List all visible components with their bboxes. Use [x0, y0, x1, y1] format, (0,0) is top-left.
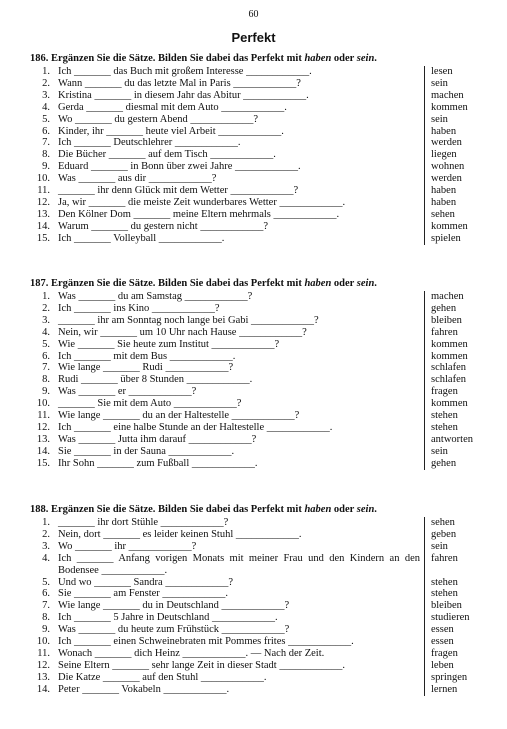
heading-sein: sein [356, 278, 375, 289]
sentence: Wann _______ du das letzte Mal in Paris ____________? [58, 78, 425, 90]
item-number: 10. [36, 398, 50, 410]
infinitive-verb: fragen [431, 647, 458, 659]
item-number: 3. [42, 540, 50, 552]
exercise-row [30, 291, 480, 303]
exercise-row [30, 197, 480, 209]
exercise-row [30, 137, 480, 149]
sentence: _______ ihr dort Stühle ____________? [58, 517, 425, 529]
infinitive-verb: kommen [431, 338, 468, 350]
sentence: Ich _______ Anfang vorigen Monats mit meiner Frau und den Kindern an den Bodensee ____________. [58, 553, 425, 577]
item-number: 14. [36, 683, 50, 695]
exercise-row [30, 149, 480, 161]
item-number: 2. [42, 77, 50, 89]
infinitive-verb: lernen [431, 683, 458, 695]
sentence: _______ ihr am Sonntag noch lange bei Gabi ____________? [58, 315, 425, 327]
item-number: 6. [42, 350, 50, 362]
infinitive-verb: bleiben [431, 600, 462, 612]
infinitive-verb: schlafen [431, 362, 466, 374]
item-number: 10. [36, 173, 50, 185]
heading-end: . [374, 504, 377, 515]
exercise-row [30, 577, 480, 589]
item-number: 5. [42, 576, 50, 588]
infinitive-verb: bleiben [431, 314, 462, 326]
heading-haben: haben [304, 504, 332, 515]
exercise-row [30, 362, 480, 374]
exercise-row [30, 624, 480, 636]
infinitive-verb: sein [431, 113, 448, 125]
infinitive-verb: sehen [431, 517, 455, 528]
sentence: Nein, dort _______ es leider keinen Stuhl ____________. [58, 529, 425, 541]
heading-end: . [374, 53, 377, 64]
infinitive-verb: springen [431, 671, 468, 683]
infinitive-verb: fahren [431, 552, 458, 564]
infinitive-verb: antworten [431, 433, 473, 445]
sentence: Nein, wir _______ um 10 Uhr nach Hause ____________? [58, 327, 425, 339]
exercise-row [30, 351, 480, 363]
sentence: Seine Eltern _______ sehr lange Zeit in dieser Stadt ____________. [58, 660, 425, 672]
sentence: Ich _______ mit dem Bus ____________. [58, 351, 425, 363]
item-number: 1. [42, 291, 50, 302]
heading-sein: sein [356, 53, 375, 64]
page-number: 60 [248, 9, 259, 20]
item-number: 11. [37, 410, 50, 422]
heading-text: 188. Ergänzen Sie die Sätze. Bilden Sie dabei das Perfekt mit [30, 504, 305, 515]
exercise-row [30, 185, 480, 197]
exercise-row [30, 102, 480, 114]
infinitive-verb: kommen [431, 350, 468, 362]
item-number: 1. [42, 66, 50, 77]
infinitive-verb: essen [431, 636, 454, 648]
infinitive-verb: stehen [431, 421, 458, 433]
exercise-188 [30, 503, 480, 696]
item-number: 7. [42, 600, 50, 612]
item-number: 8. [42, 612, 50, 624]
item-number: 13. [36, 208, 50, 220]
infinitive-verb: studieren [431, 612, 470, 624]
exercise-row [30, 303, 480, 315]
item-number: 7. [42, 137, 50, 149]
exercise-186 [30, 52, 480, 245]
sentence: _______ Sie mit dem Auto ____________? [58, 398, 425, 410]
item-number: 2. [42, 528, 50, 540]
exercise-row [30, 446, 480, 458]
item-number: 12. [36, 659, 50, 671]
infinitive-verb: fragen [431, 386, 458, 398]
exercise-row [30, 517, 480, 529]
sentence: Sie _______ in der Sauna ____________. [58, 446, 425, 458]
exercise-row [30, 66, 480, 78]
item-number: 6. [42, 588, 50, 600]
infinitive-verb: haben [431, 185, 457, 197]
item-number: 14. [36, 220, 50, 232]
infinitive-verb: gehen [431, 457, 457, 469]
exercise-row [30, 221, 480, 233]
item-number: 6. [42, 125, 50, 137]
sentence: Ich _______ Deutschlehrer ____________. [58, 137, 425, 149]
item-number: 9. [42, 161, 50, 173]
item-number: 10. [36, 636, 50, 648]
item-number: 5. [42, 338, 50, 350]
section-heading [30, 277, 480, 291]
exercise-row [30, 315, 480, 327]
infinitive-verb: werden [431, 173, 462, 185]
infinitive-verb: leben [431, 659, 454, 671]
infinitive-verb: kommen [431, 398, 468, 410]
exercise-row [30, 458, 480, 470]
heading-oder: oder [331, 278, 357, 289]
section-heading [30, 52, 480, 66]
item-number: 15. [36, 457, 50, 469]
item-number: 13. [36, 433, 50, 445]
sentence: Ja, wir _______ die meiste Zeit wunderbares Wetter ____________. [58, 197, 425, 209]
infinitive-verb: fahren [431, 326, 458, 338]
infinitive-verb: kommen [431, 220, 468, 232]
sentence: Was _______ aus dir ____________? [58, 173, 425, 185]
exercise-row [30, 90, 480, 102]
sentence: _______ ihr denn Glück mit dem Wetter ____________? [58, 185, 425, 197]
sentence: Warum _______ du gestern nicht ____________? [58, 221, 425, 233]
sentence: Wie _______ Sie heute zum Institut ____________? [58, 339, 425, 351]
exercise-row [30, 529, 480, 541]
sentence: Ich _______ ins Kino ____________? [58, 303, 425, 315]
item-number: 4. [42, 101, 50, 113]
infinitive-verb: lesen [431, 66, 453, 77]
sentence: Ich _______ einen Schweinebraten mit Pommes frites ____________. [58, 636, 425, 648]
item-number: 4. [42, 552, 50, 564]
exercise-row [30, 410, 480, 422]
sentence: Ich _______ das Buch mit großem Interesse ____________. [58, 66, 425, 78]
exercise-row [30, 78, 480, 90]
heading-oder: oder [331, 53, 357, 64]
infinitive-verb: machen [431, 291, 464, 302]
exercise-row [30, 422, 480, 434]
exercise-row [30, 600, 480, 612]
sentence: Was _______ du heute zum Frühstück ____________? [58, 624, 425, 636]
infinitive-verb: sein [431, 445, 448, 457]
sentence: Wie lange _______ du in Deutschland ____________? [58, 600, 425, 612]
heading-end: . [374, 278, 377, 289]
item-number: 8. [42, 374, 50, 386]
item-number: 3. [42, 314, 50, 326]
infinitive-verb: stehen [431, 588, 458, 600]
item-number: 13. [36, 671, 50, 683]
sentence: Kristina _______ in diesem Jahr das Abitur ____________. [58, 90, 425, 102]
exercise-row [30, 588, 480, 600]
sentence: Ich _______ Volleyball ____________. [58, 233, 425, 245]
sentence: Wo _______ ihr ____________? [58, 541, 425, 553]
item-number: 12. [36, 196, 50, 208]
sentence: Ich _______ 5 Jahre in Deutschland ____________. [58, 612, 425, 624]
sentence: Wonach _______ dich Heinz ____________. — Nach der Zeit. [58, 648, 425, 660]
exercise-row [30, 612, 480, 624]
item-number: 2. [42, 302, 50, 314]
infinitive-verb: geben [431, 528, 457, 540]
infinitive-verb: wohnen [431, 161, 465, 173]
item-number: 8. [42, 149, 50, 161]
item-number: 1. [42, 517, 50, 528]
exercise-row [30, 386, 480, 398]
exercise-row [30, 233, 480, 245]
sentence: Wie lange _______ Rudi ____________? [58, 362, 425, 374]
item-number: 9. [42, 386, 50, 398]
sentence: Gerda _______ diesmal mit dem Auto ____________. [58, 102, 425, 114]
exercise-row [30, 541, 480, 553]
exercise-row [30, 161, 480, 173]
sentence: Wo _______ du gestern Abend ____________? [58, 114, 425, 126]
exercise-row [30, 173, 480, 185]
item-number: 11. [37, 185, 50, 197]
item-number: 9. [42, 624, 50, 636]
exercise-row [30, 636, 480, 648]
exercise-row [30, 434, 480, 446]
exercise-row [30, 660, 480, 672]
item-number: 5. [42, 113, 50, 125]
sentence: Was _______ du am Samstag ____________? [58, 291, 425, 303]
item-number: 15. [36, 232, 50, 244]
sentence: Eduard _______ in Bonn über zwei Jahre ____________. [58, 161, 425, 173]
infinitive-verb: machen [431, 89, 464, 101]
item-number: 14. [36, 445, 50, 457]
infinitive-verb: gehen [431, 302, 457, 314]
exercise-row [30, 374, 480, 386]
infinitive-verb: kommen [431, 101, 468, 113]
sentence: Die Katze _______ auf den Stuhl ____________. [58, 672, 425, 684]
exercise-row [30, 327, 480, 339]
sentence: Peter _______ Vokabeln ____________. [58, 684, 425, 696]
page-title: Perfekt [231, 30, 276, 45]
infinitive-verb: liegen [431, 149, 457, 161]
item-number: 3. [42, 89, 50, 101]
heading-oder: oder [331, 504, 357, 515]
infinitive-verb: spielen [431, 232, 461, 244]
infinitive-verb: essen [431, 624, 454, 636]
sentence: Die Bücher _______ auf dem Tisch ____________. [58, 149, 425, 161]
exercise-row [30, 672, 480, 684]
sentence: Was _______ Jutta ihm darauf ____________? [58, 434, 425, 446]
heading-haben: haben [304, 53, 332, 64]
infinitive-verb: schlafen [431, 374, 466, 386]
heading-text: 187. Ergänzen Sie die Sätze. Bilden Sie dabei das Perfekt mit [30, 278, 305, 289]
infinitive-verb: stehen [431, 576, 458, 588]
exercise-row [30, 339, 480, 351]
sentence: Und wo _______ Sandra ____________? [58, 577, 425, 589]
sentence: Ihr Sohn _______ zum Fußball ____________. [58, 458, 425, 470]
sentence: Ich _______ eine halbe Stunde an der Haltestelle ____________. [58, 422, 425, 434]
sentence: Rudi _______ über 8 Stunden ____________. [58, 374, 425, 386]
exercise-row [30, 209, 480, 221]
sentence: Wie lange _______ du an der Haltestelle ____________? [58, 410, 425, 422]
sentence: Den Kölner Dom _______ meine Eltern mehrmals ____________. [58, 209, 425, 221]
infinitive-verb: sehen [431, 208, 455, 220]
heading-sein: sein [356, 504, 375, 515]
exercise-row [30, 398, 480, 410]
infinitive-verb: werden [431, 137, 462, 149]
exercise-row [30, 553, 480, 577]
exercise-row [30, 648, 480, 660]
exercise-row [30, 684, 480, 696]
heading-haben: haben [304, 278, 332, 289]
sentence: Sie _______ am Fenster ____________. [58, 588, 425, 600]
item-number: 12. [36, 421, 50, 433]
exercise-row [30, 114, 480, 126]
item-number: 4. [42, 326, 50, 338]
infinitive-verb: sein [431, 77, 448, 89]
exercise-row [30, 126, 480, 138]
item-number: 11. [37, 647, 50, 659]
item-number: 7. [42, 362, 50, 374]
infinitive-verb: haben [431, 125, 457, 137]
heading-text: 186. Ergänzen Sie die Sätze. Bilden Sie dabei das Perfekt mit [30, 53, 305, 64]
section-heading [30, 503, 480, 517]
sentence: Was _______ er ____________? [58, 386, 425, 398]
infinitive-verb: haben [431, 196, 457, 208]
exercise-187 [30, 277, 480, 470]
infinitive-verb: sein [431, 540, 448, 552]
infinitive-verb: stehen [431, 410, 458, 422]
sentence: Kinder, ihr _______ heute viel Arbeit ____________. [58, 126, 425, 138]
